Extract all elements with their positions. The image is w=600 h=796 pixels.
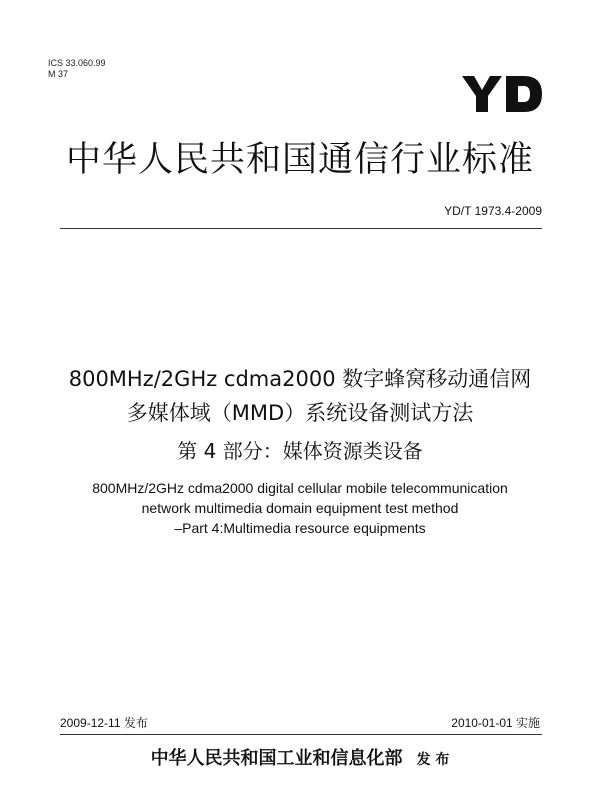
implement-date: 2010-01-01 实施 bbox=[451, 716, 540, 730]
document-title-en-line3: –Part 4:Multimedia resource equipments bbox=[174, 520, 426, 536]
publisher-name: 中华人民共和国工业和信息化部 bbox=[150, 748, 403, 769]
document-title-zh-line3: 第 4 部分：媒体资源类设备 bbox=[177, 439, 423, 463]
standard-category-title: 中华人民共和国通信行业标准 bbox=[65, 140, 534, 180]
document-title-zh-line1: 800MHz/2GHz cdma2000 数字蜂窝移动通信网 bbox=[68, 367, 532, 391]
publisher-line bbox=[0, 744, 600, 770]
ccs-code: M 37 bbox=[48, 69, 69, 79]
standard-number: YD/T 1973.4-2009 bbox=[444, 204, 542, 218]
document-title-en-line1: 800MHz/2GHz cdma2000 digital cellular mobile telecommunication bbox=[92, 480, 508, 496]
document-title-zh-line2: 多媒体域（MMD）系统设备测试方法 bbox=[126, 401, 474, 425]
publish-date: 2009-12-11 发布 bbox=[60, 716, 148, 730]
header-divider bbox=[60, 228, 542, 229]
classification-codes bbox=[48, 58, 106, 80]
document-title-en-line2: network multimedia domain equipment test method bbox=[141, 500, 459, 516]
yd-logo bbox=[462, 74, 542, 114]
ics-code: ICS 33.060.99 bbox=[48, 58, 106, 68]
footer-divider bbox=[60, 734, 542, 735]
issued-label: 发 布 bbox=[416, 752, 450, 768]
